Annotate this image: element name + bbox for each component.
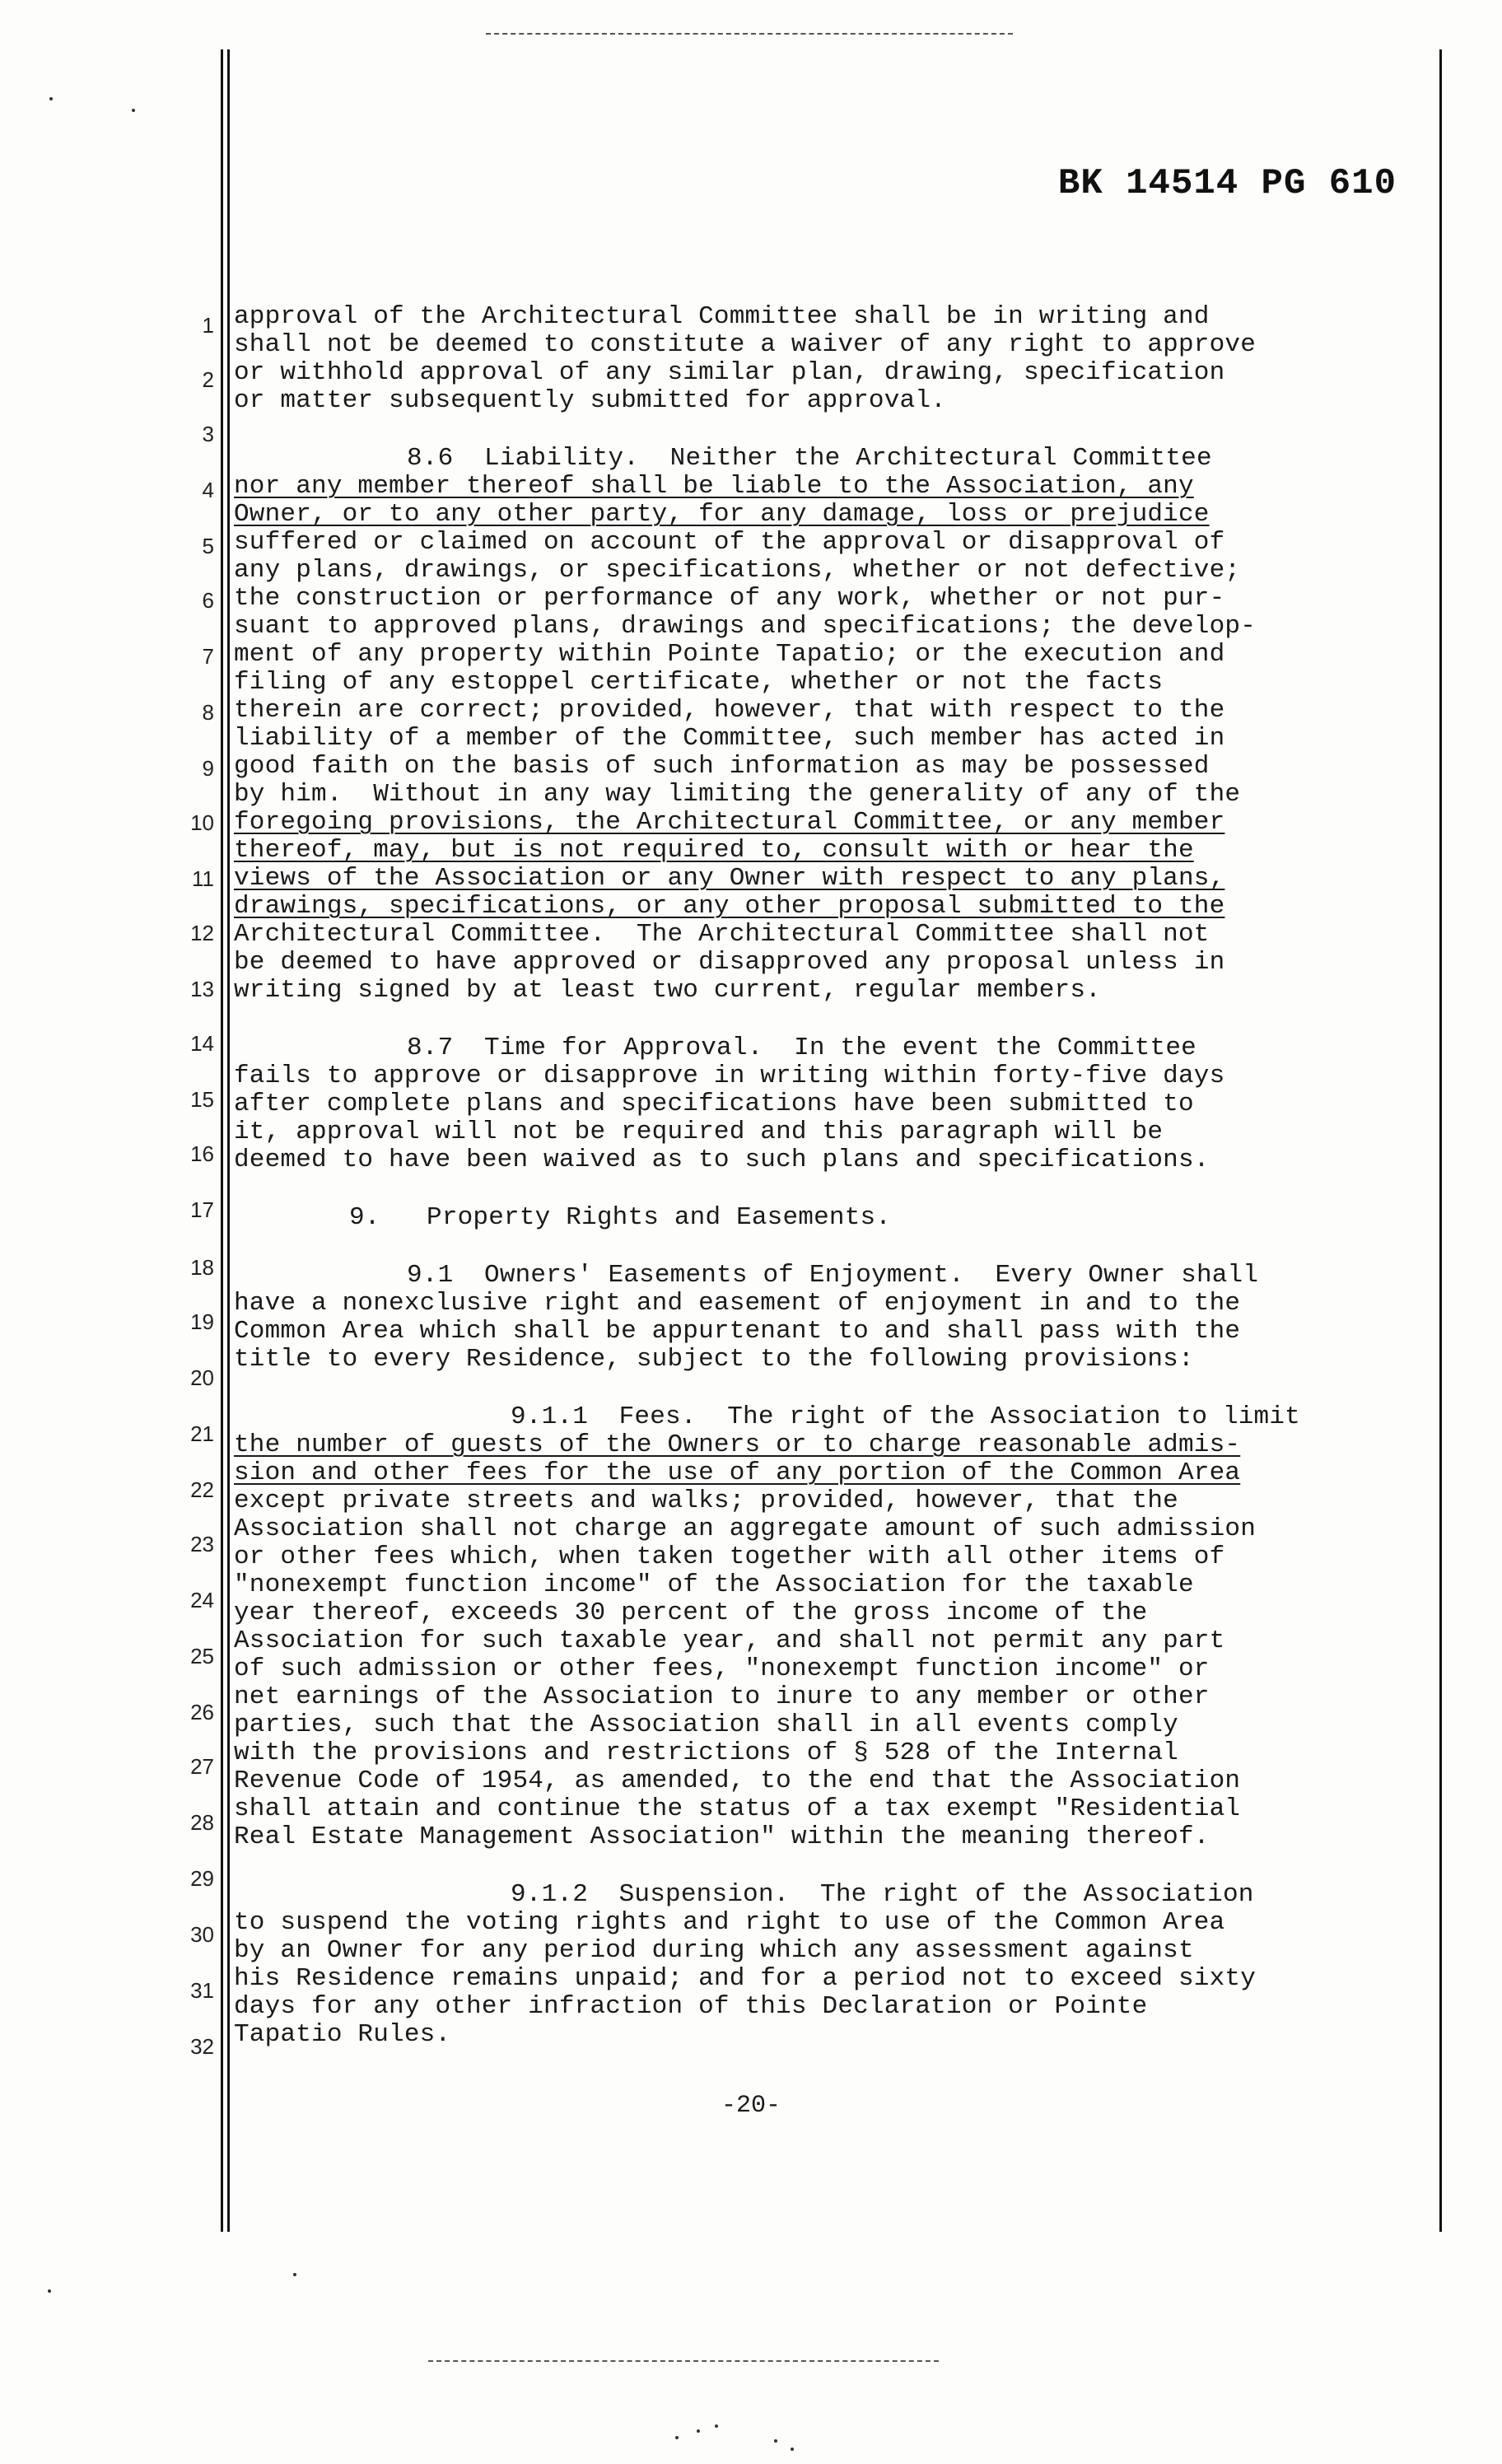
line-number: 31: [190, 1978, 214, 2003]
text-line: be deemed to have approved or disapproved any proposal unless in: [234, 948, 1225, 977]
line-number: 27: [190, 1754, 214, 1779]
text-line: Common Area which shall be appurtenant to and shall pass with the: [234, 1317, 1241, 1346]
speck: [774, 2439, 777, 2443]
text-line: ment of any property within Pointe Tapatio; or the execution and: [234, 640, 1225, 669]
text-line: of such admission or other fees, "nonexempt function income" or: [234, 1654, 1210, 1683]
text-line: have a nonexclusive right and easement of enjoyment in and to the: [234, 1289, 1241, 1318]
line-number: 13: [190, 977, 214, 1001]
text-line: drawings, specifications, or any other proposal submitted to the: [234, 892, 1225, 921]
text-line: parties, such that the Association shall in all events comply: [234, 1710, 1178, 1739]
speck: [132, 109, 135, 112]
text-line: it, approval will not be required and this paragraph will be: [234, 1118, 1164, 1146]
text-line: after complete plans and specifications have been submitted to: [234, 1090, 1194, 1118]
line-number: 20: [190, 1365, 214, 1390]
text-line: thereof, may, but is not required to, consult with or hear the: [234, 836, 1194, 865]
text-line: days for any other infraction of this Declaration or Pointe: [234, 1992, 1148, 2021]
text-line: or withhold approval of any similar plan, drawing, specification: [234, 358, 1225, 387]
line-number: 25: [190, 1644, 214, 1668]
text-line: deemed to have been waived as to such plans and specifications.: [234, 1146, 1210, 1174]
section-9-1-2-heading: 9.1.2 Suspension. The right of the Association: [511, 1880, 1254, 1909]
text-line: suffered or claimed on account of the approval or disapproval of: [234, 528, 1225, 557]
line-number: 28: [190, 1810, 214, 1835]
text-line: his Residence remains unpaid; and for a period not to exceed sixty: [234, 1964, 1256, 1993]
line-number: 10: [190, 810, 214, 835]
text-line: writing signed by at least two current, regular members.: [234, 976, 1101, 1005]
text-line: any plans, drawings, or specifications, whether or not defective;: [234, 556, 1241, 585]
text-line: Owner, or to any other party, for any damage, loss or prejudice: [234, 500, 1210, 529]
line-number: 14: [190, 1031, 214, 1056]
line-number: 9: [202, 756, 214, 781]
speck: [49, 97, 53, 100]
text-line: except private streets and walks; provided, however, that the: [234, 1486, 1178, 1515]
line-number: 22: [190, 1477, 214, 1502]
line-number: 1: [202, 313, 214, 338]
text-line: shall not be deemed to constitute a waiver of any right to approve: [234, 330, 1256, 359]
text-line: Association for such taxable year, and shall not permit any part: [234, 1626, 1225, 1655]
line-number: 26: [190, 1700, 214, 1724]
text-line: sion and other fees for the use of any portion of the Common Area: [234, 1458, 1241, 1487]
line-number: 17: [190, 1197, 214, 1222]
line-number: 29: [190, 1866, 214, 1891]
text-line: shall attain and continue the status of a tax exempt "Residential: [234, 1794, 1241, 1823]
line-number: 4: [202, 478, 214, 502]
text-line: or other fees which, when taken together with all other items of: [234, 1542, 1225, 1571]
line-number: 32: [190, 2034, 214, 2059]
text-line: to suspend the voting rights and right to use of the Common Area: [234, 1908, 1225, 1937]
text-line: Real Estate Management Association" within the meaning thereof.: [234, 1822, 1210, 1851]
text-line: liability of a member of the Committee, such member has acted in: [234, 724, 1225, 753]
text-line: filing of any estoppel certificate, whether or not the facts: [234, 668, 1164, 697]
section-9-1-heading: 9.1 Owners' Easements of Enjoyment. Every Owner shall: [407, 1261, 1259, 1290]
section-8-7-heading: 8.7 Time for Approval. In the event the Committee: [407, 1034, 1196, 1062]
text-line: net earnings of the Association to inure to any member or other: [234, 1682, 1210, 1711]
speck: [791, 2448, 794, 2451]
line-number: 8: [202, 700, 214, 725]
line-number: 24: [190, 1588, 214, 1612]
text-line: fails to approve or disapprove in writing within forty-five days: [234, 1062, 1225, 1090]
speck: [48, 2289, 51, 2293]
line-number: 5: [202, 534, 214, 558]
line-number: 11: [192, 866, 214, 891]
text-line: Tapatio Rules.: [234, 2020, 451, 2049]
speck: [293, 2273, 296, 2276]
text-line: nor any member thereof shall be liable to the Association, any: [234, 472, 1194, 501]
speck: [697, 2429, 700, 2433]
text-line: the construction or performance of any work, whether or not pur-: [234, 584, 1225, 613]
text-line: suant to approved plans, drawings and specifications; the develop-: [234, 612, 1256, 641]
line-number: 23: [190, 1532, 214, 1556]
text-line: Architectural Committee. The Architectural Committee shall not: [234, 920, 1210, 949]
page-number: -20-: [721, 2092, 781, 2120]
line-number: 21: [190, 1421, 214, 1446]
line-number: 15: [190, 1087, 214, 1112]
left-margin-rule-inner: [227, 49, 230, 2232]
text-line: foregoing provisions, the Architectural Committee, or any member: [234, 808, 1225, 837]
text-line: "nonexempt function income" of the Association for the taxable: [234, 1570, 1194, 1599]
line-number: 7: [202, 644, 214, 669]
text-line: therein are correct; provided, however, that with respect to the: [234, 696, 1225, 725]
text-line: or matter subsequently submitted for approval.: [234, 386, 946, 415]
text-line: Association shall not charge an aggregate amount of such admission: [234, 1514, 1256, 1543]
text-line: with the provisions and restrictions of § 528 of the Internal: [234, 1738, 1178, 1767]
text-line: year thereof, exceeds 30 percent of the gross income of the: [234, 1598, 1148, 1627]
bottom-scan-dashes: [428, 2360, 939, 2364]
line-number: 18: [190, 1255, 214, 1280]
text-line: views of the Association or any Owner with respect to any plans,: [234, 864, 1225, 893]
right-margin-rule: [1439, 49, 1442, 2232]
section-9-1-1-heading: 9.1.1 Fees. The right of the Association to limit: [511, 1402, 1300, 1431]
left-margin-rule-outer: [221, 49, 223, 2232]
text-line: by him. Without in any way limiting the generality of any of the: [234, 780, 1241, 809]
text-line: Revenue Code of 1954, as amended, to the end that the Association: [234, 1766, 1241, 1795]
text-line: approval of the Architectural Committee shall be in writing and: [234, 302, 1210, 331]
line-number: 2: [202, 367, 214, 392]
section-8-6-heading: 8.6 Liability. Neither the Architectural Committee: [407, 444, 1212, 473]
line-number: 16: [190, 1141, 214, 1166]
line-number: 30: [190, 1922, 214, 1947]
book-page-stamp: BK 14514 PG 610: [1057, 163, 1397, 204]
line-number: 12: [190, 921, 214, 945]
line-number: 3: [202, 422, 214, 446]
speck: [675, 2436, 679, 2439]
speck: [715, 2424, 718, 2428]
section-9-heading: 9. Property Rights and Easements.: [349, 1203, 892, 1232]
line-number: 6: [202, 588, 214, 613]
text-line: the number of guests of the Owners or to charge reasonable admis-: [234, 1430, 1241, 1459]
text-line: good faith on the basis of such information as may be possessed: [234, 752, 1210, 781]
line-number: 19: [190, 1309, 214, 1334]
text-line: title to every Residence, subject to the following provisions:: [234, 1345, 1194, 1374]
text-line: by an Owner for any period during which any assessment against: [234, 1936, 1194, 1965]
top-scan-dashes: [486, 33, 1013, 36]
